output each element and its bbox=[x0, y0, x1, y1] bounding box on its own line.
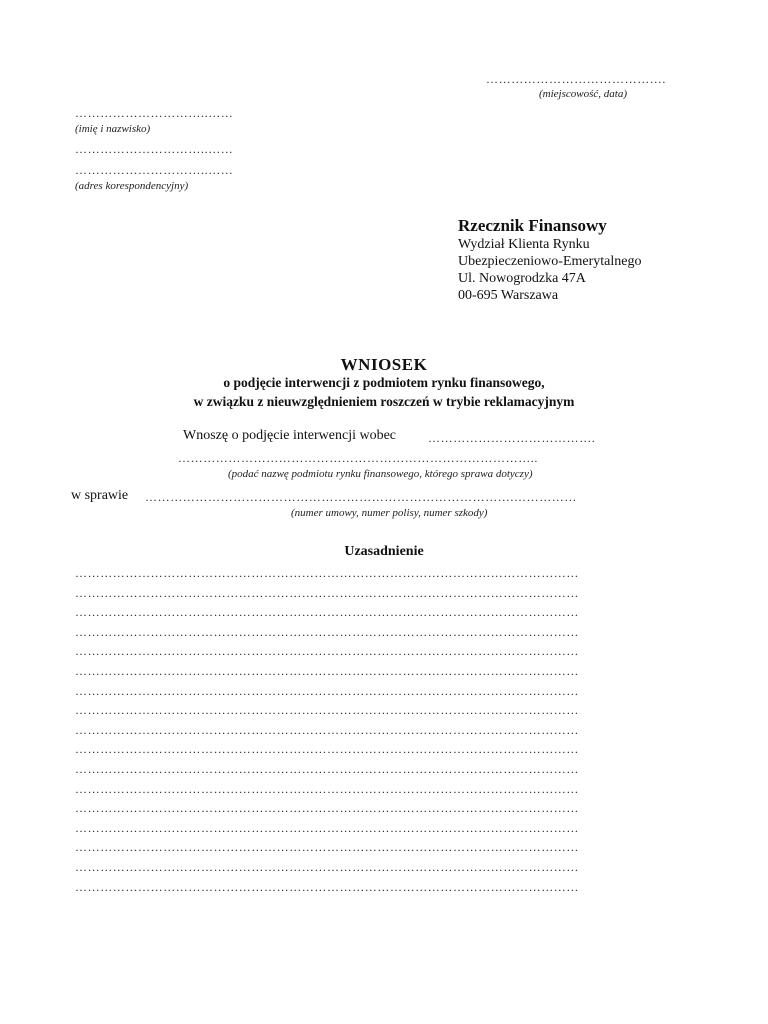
justification-line[interactable]: ………………………………………………………………………………………………………… bbox=[75, 663, 579, 678]
address-field-1[interactable]: …………………………..…… bbox=[75, 142, 234, 156]
entity-field-1[interactable]: …………………………………. bbox=[428, 431, 596, 445]
entity-hint: (podać nazwę podmiotu rynku finansowego, którego sprawa dotyczy) bbox=[228, 468, 533, 480]
justification-line[interactable]: ………………………………………………………………………………………………………… bbox=[75, 859, 579, 874]
name-hint: (imię i nazwisko) bbox=[75, 123, 151, 135]
recipient-line: Wydział Klienta Rynku bbox=[458, 237, 590, 252]
justification-line[interactable]: ………………………………………………………………………………………………………… bbox=[75, 722, 579, 737]
justification-line[interactable]: ………………………………………………………………………………………………………… bbox=[75, 820, 579, 835]
justification-line[interactable]: ………………………………………………………………………………………………………… bbox=[75, 703, 579, 718]
entity-field-2[interactable]: ………………………………………………………………………….. bbox=[178, 451, 538, 465]
justification-line[interactable]: ………………………………………………………………………………………………………… bbox=[75, 840, 579, 855]
matter-hint: (numer umowy, numer polisy, numer szkody) bbox=[291, 507, 488, 519]
justification-line[interactable]: ………………………………………………………………………………………………………… bbox=[75, 801, 579, 816]
request-lead: Wnoszę o podjęcie interwencji wobec bbox=[183, 428, 397, 443]
justification-line[interactable]: ………………………………………………………………………………………………………… bbox=[75, 761, 579, 776]
justification-line[interactable]: ………………………………………………………………………………………………………… bbox=[75, 742, 579, 757]
recipient-name: Rzecznik Finansowy bbox=[458, 216, 607, 235]
place-date-hint: (miejscowość, data) bbox=[539, 88, 627, 100]
recipient-line: Ubezpieczeniowo-Emerytalnego bbox=[458, 254, 642, 269]
recipient-line: Ul. Nowogrodzka 47A bbox=[458, 271, 586, 286]
document-title: WNIOSEK bbox=[340, 355, 428, 374]
document-subtitle-2: w związku z nieuwzględnieniem roszczeń w trybie reklamacyjnym bbox=[193, 394, 575, 409]
place-date-field[interactable]: ……………………………………. bbox=[486, 72, 666, 86]
justification-line[interactable]: ………………………………………………………………………………………………………… bbox=[75, 644, 579, 659]
justification-line[interactable]: ………………………………………………………………………………………………………… bbox=[75, 624, 579, 639]
justification-line[interactable]: ………………………………………………………………………………………………………… bbox=[75, 781, 579, 796]
justification-line[interactable]: ………………………………………………………………………………………………………… bbox=[75, 879, 579, 894]
justification-line[interactable]: ………………………………………………………………………………………………………… bbox=[75, 585, 579, 600]
matter-label: w sprawie bbox=[71, 488, 129, 503]
matter-field[interactable]: …………………………………………………………………………….…………… bbox=[145, 490, 577, 504]
justification-line[interactable]: ………………………………………………………………………………………………………… bbox=[75, 566, 579, 580]
recipient-line: 00-695 Warszawa bbox=[458, 288, 559, 303]
recipient-address bbox=[458, 236, 641, 304]
name-field[interactable]: …………………………..…… bbox=[75, 106, 234, 120]
justification-line[interactable]: ………………………………………………………………………………………………………… bbox=[75, 605, 579, 620]
justification-heading: Uzasadnienie bbox=[344, 544, 424, 559]
document-subtitle-1: o podjęcie interwencji z podmiotem rynku finansowego, bbox=[223, 375, 545, 390]
justification-lines[interactable] bbox=[75, 566, 692, 899]
address-field-2[interactable]: …………………………..…… bbox=[75, 163, 234, 177]
justification-line[interactable]: ………………………………………………………………………………………………………… bbox=[75, 683, 579, 698]
address-hint: (adres korespondencyjny) bbox=[75, 180, 189, 192]
